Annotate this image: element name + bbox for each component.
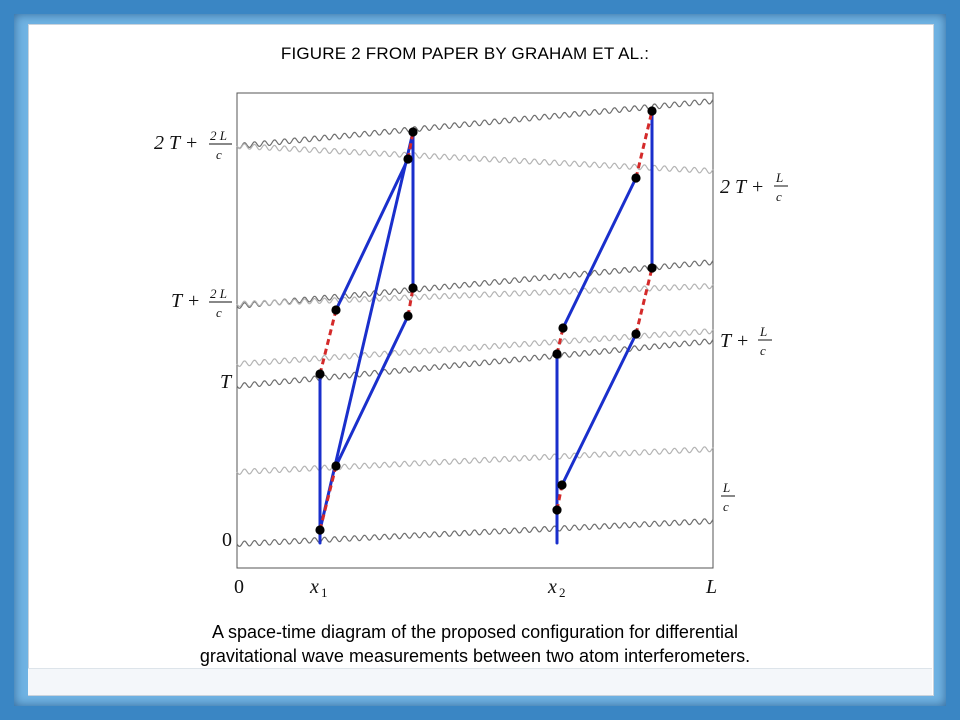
svg-text:T +: T + — [171, 290, 201, 312]
left-label-T: T — [220, 371, 232, 393]
interaction-point-7 — [403, 154, 412, 163]
interaction-point-1 — [315, 525, 324, 534]
interaction-point-11 — [552, 349, 561, 358]
svg-text:c: c — [723, 499, 729, 514]
svg-text:1: 1 — [321, 585, 328, 600]
interaction-point-2 — [331, 461, 340, 470]
interaction-point-10 — [557, 480, 566, 489]
svg-text:L: L — [760, 324, 768, 339]
interaction-point-5 — [403, 311, 412, 320]
svg-text:c: c — [776, 189, 782, 204]
right-label-T-plus-L-over-c — [720, 324, 772, 358]
x2-label — [547, 576, 566, 600]
svg-text:L: L — [776, 170, 784, 185]
slide-caption — [0, 620, 950, 668]
svg-text:2 L: 2 L — [210, 128, 227, 143]
interaction-point-6 — [408, 283, 417, 292]
right-label-2T-plus-L-over-c — [720, 170, 788, 204]
left-label-T-plus-2L-over-c — [171, 286, 232, 320]
x1-label — [309, 576, 328, 600]
svg-text:2 L: 2 L — [210, 286, 227, 301]
left-label-zero: 0 — [222, 529, 232, 551]
slide-title: FIGURE 2 FROM PAPER BY GRAHAM ET AL.: — [280, 44, 650, 63]
right-label-L-over-c — [721, 480, 735, 514]
interaction-point-12 — [558, 323, 567, 332]
interaction-point-16 — [647, 106, 656, 115]
interaction-point-8 — [408, 127, 417, 136]
svg-text:2 T +: 2 T + — [154, 132, 199, 154]
x-origin-label: 0 — [234, 576, 244, 598]
interaction-point-9 — [552, 505, 561, 514]
svg-text:2: 2 — [559, 585, 566, 600]
interaction-point-4 — [331, 305, 340, 314]
left-label-2T-plus-2L-over-c — [154, 128, 232, 162]
caption-line-2: gravitational wave measurements between two atom interferometers. — [199, 646, 751, 666]
svg-text:c: c — [216, 305, 222, 320]
interaction-point-15 — [631, 173, 640, 182]
svg-text:x: x — [310, 576, 319, 598]
interaction-point-14 — [647, 263, 656, 272]
svg-text:c: c — [216, 147, 222, 162]
x-end-label: L — [706, 576, 718, 598]
svg-text:x: x — [548, 576, 557, 598]
svg-text:L: L — [723, 480, 731, 495]
svg-text:2 T +: 2 T + — [720, 176, 765, 198]
caption-line-1: A space-time diagram of the proposed configuration for differential — [212, 622, 738, 642]
svg-text:T +: T + — [720, 330, 750, 352]
interaction-point-13 — [631, 329, 640, 338]
interaction-point-3 — [315, 369, 324, 378]
plot-frame — [237, 93, 713, 568]
svg-text:c: c — [760, 343, 766, 358]
